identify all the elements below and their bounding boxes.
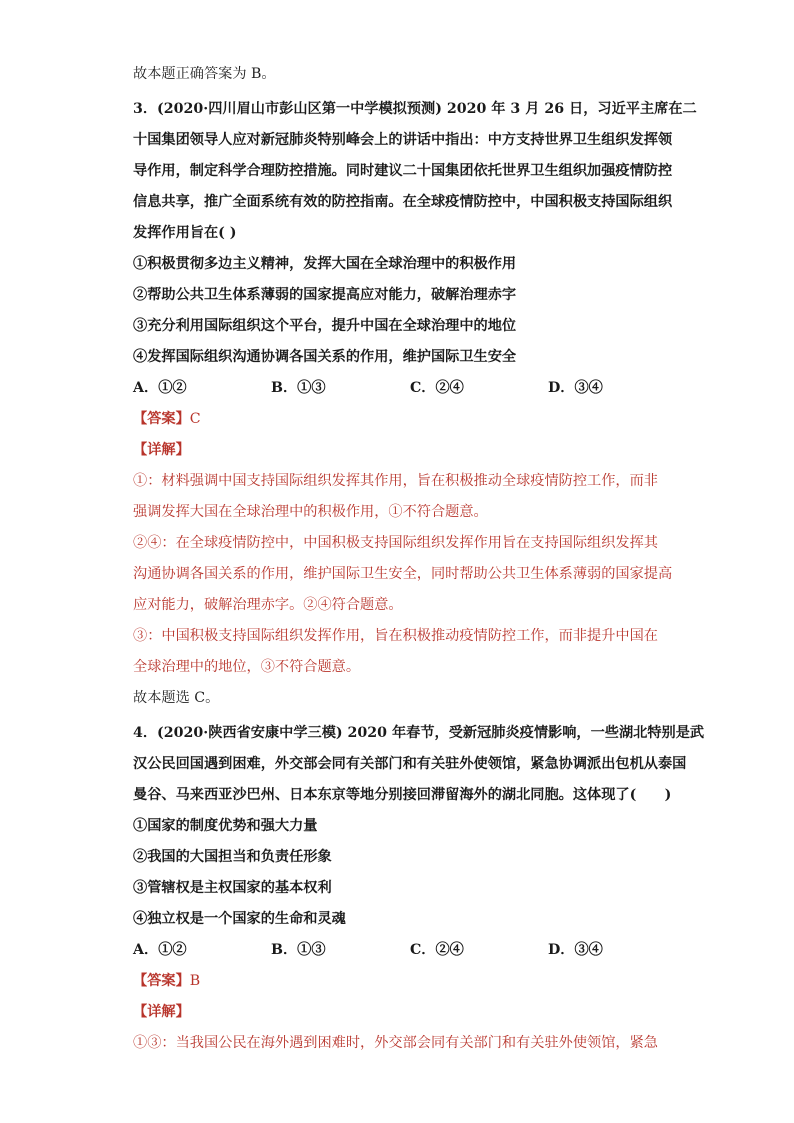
question-3-explanation-line: 强调发挥大国在全球治理中的积极作用，①不符合题意。 bbox=[133, 504, 488, 520]
question-4-stem-line: 4．(2020·陕西省安康中学三模) 2020 年春节，受新冠肺炎疫情影响，一些湖北特别是武 bbox=[133, 725, 705, 741]
question-3-stem-line: 信息共享，推广全面系统有效的防控指南。在全球疫情防控中，中国积极支持国际组织 bbox=[133, 194, 673, 210]
question-3-option-c: C．②④ bbox=[410, 380, 464, 396]
question-3-option-b: B．①③ bbox=[271, 380, 326, 396]
question-4-explanation-line: ①③：当我国公民在海外遇到困难时，外交部会同有关部门和有关驻外使领馆，紧急 bbox=[133, 1035, 658, 1051]
question-3-explanation-line: 沟通协调各国关系的作用，维护国际卫生安全，同时帮助公共卫生体系薄弱的国家提高 bbox=[133, 566, 673, 582]
question-3-stem-line: 十国集团领导人应对新冠肺炎特别峰会上的讲话中指出：中方支持世界卫生组织发挥领 bbox=[133, 132, 673, 148]
question-3-stem-line: 3．(2020·四川眉山市彭山区第一中学模拟预测) 2020 年 3 月 26 日，习近平主席在二 bbox=[133, 101, 697, 117]
question-4-option-a: A．①② bbox=[133, 942, 187, 958]
answer-value: B bbox=[189, 973, 201, 989]
question-4-statement: ①国家的制度优势和强大力量 bbox=[133, 818, 318, 834]
question-3-statement: ④发挥国际组织沟通协调各国关系的作用，维护国际卫生安全 bbox=[133, 349, 517, 365]
prev-conclusion: 故本题正确答案为 B。 bbox=[133, 66, 276, 82]
question-3-answer bbox=[133, 409, 763, 429]
question-4-option-c: C．②④ bbox=[410, 942, 464, 958]
question-4-option-d: D．③④ bbox=[548, 942, 603, 958]
question-4-stem-line: 汉公民回国遇到困难，外交部会同有关部门和有关驻外使领馆，紧急协调派出包机从泰国 bbox=[133, 756, 687, 772]
question-3-conclusion: 故本题选 C。 bbox=[133, 690, 220, 706]
answer-label: 【答案】 bbox=[133, 973, 190, 989]
question-4-statement: ③管辖权是主权国家的基本权利 bbox=[133, 880, 332, 896]
question-4-stem-line: 曼谷、马来西亚沙巴州、日本东京等地分别接回滞留海外的湖北同胞。这体现了( ) bbox=[133, 787, 672, 803]
question-3-option-a: A．①② bbox=[133, 380, 187, 396]
answer-label: 【答案】 bbox=[133, 411, 190, 427]
question-3-stem-line: 发挥作用旨在( ) bbox=[133, 225, 237, 241]
question-3-option-d: D．③④ bbox=[548, 380, 603, 396]
question-3-explanation-line: ②④：在全球疫情防控中，中国积极支持国际组织发挥作用旨在支持国际组织发挥其 bbox=[133, 535, 658, 551]
question-3-statement: ①积极贯彻多边主义精神，发挥大国在全球治理中的积极作用 bbox=[133, 256, 517, 272]
question-3-explanation-line: 应对能力，破解治理赤字。②④符合题意。 bbox=[133, 597, 403, 613]
question-3-stem-line: 导作用，制定科学合理防控措施。同时建议二十国集团依托世界卫生组织加强疫情防控 bbox=[133, 163, 673, 179]
answer-value: C bbox=[189, 411, 201, 427]
question-4-statement: ④独立权是一个国家的生命和灵魂 bbox=[133, 911, 346, 927]
question-3-explanation-line: ①：材料强调中国支持国际组织发挥其作用，旨在积极推动全球疫情防控工作，而非 bbox=[133, 473, 658, 489]
question-4-option-b: B．①③ bbox=[271, 942, 326, 958]
question-3-explanation-line: ③：中国积极支持国际组织发挥作用，旨在积极推动疫情防控工作，而非提升中国在 bbox=[133, 628, 658, 644]
question-4-statement: ②我国的大国担当和负责任形象 bbox=[133, 849, 332, 865]
question-3-explanation-line: 全球治理中的地位，③不符合题意。 bbox=[133, 659, 361, 675]
question-3-statement: ②帮助公共卫生体系薄弱的国家提高应对能力，破解治理赤字 bbox=[133, 287, 517, 303]
question-4-answer bbox=[133, 971, 763, 991]
question-3-statement: ③充分利用国际组织这个平台，提升中国在全球治理中的地位 bbox=[133, 318, 517, 334]
detail-label: 【详解】 bbox=[133, 1004, 190, 1020]
detail-label: 【详解】 bbox=[133, 442, 190, 458]
